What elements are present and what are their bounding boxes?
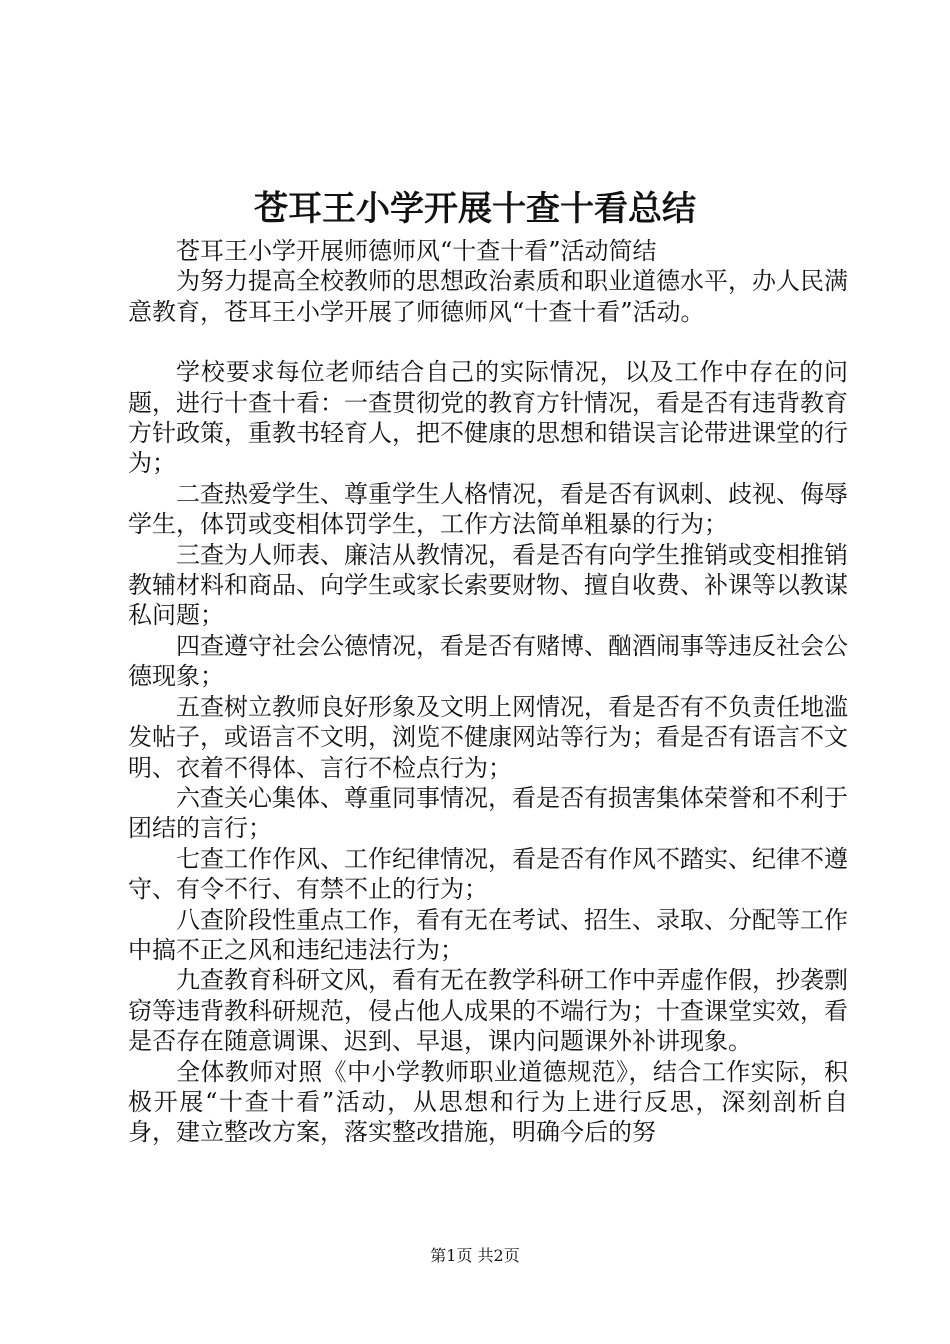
document-title: 苍耳王小学开展十查十看总结 xyxy=(254,189,696,229)
paragraph-intro: 为努力提高全校教师的思想政治素质和职业道德水平，办人民满意教育，苍耳王小学开展了师德师风“十查十看”活动。 xyxy=(128,267,848,326)
paragraph-check-5: 五查树立教师良好形象及文明上网情况，看是否有不负责任地滥发帖子，或语言不文明，浏览不健康网站等行为；看是否有语言不文明、衣着不得体、言行不检点行为； xyxy=(128,692,848,782)
paragraph-check-3: 三查为人师表、廉洁从教情况，看是否有向学生推销或变相推销教辅材料和商品、向学生或家长索要财物、擅自收费、补课等以教谋私问题； xyxy=(128,540,848,630)
paragraph-check-8: 八查阶段性重点工作，看有无在考试、招生、录取、分配等工作中搞不正之风和违纪违法行为； xyxy=(128,905,848,964)
paragraph-subtitle: 苍耳王小学开展师德师风“十查十看”活动简结 xyxy=(176,237,657,265)
paragraph-check-9-10: 九查教育科研文风，看有无在教学科研工作中弄虚作假，抄袭剽窃等违背教科研规范，侵占他人成果的不端行为；十查课堂实效，看是否存在随意调课、迟到、早退，课内问题课外补讲现象。 xyxy=(128,966,848,1056)
paragraph-check-7: 七查工作作风、工作纪律情况，看是否有作风不踏实、纪律不遵守、有令不行、有禁不止的行为； xyxy=(128,844,848,904)
page-number-footer: 第1页 共2页 xyxy=(430,1246,520,1265)
paragraph-conclusion: 全体教师对照《中小学教师职业道德规范》，结合工作实际，积极开展“十查十看”活动，从思想和行为上进行反思，深刻剖析自身，建立整改方案，落实整改措施，明确今后的努 xyxy=(128,1057,848,1147)
paragraph-check-2: 二查热爱学生、尊重学生人格情况，看是否有讽刺、歧视、侮辱学生，体罚或变相体罚学生，工作方法简单粗暴的行为； xyxy=(128,479,848,539)
document-body xyxy=(128,236,848,1148)
paragraph-check-1: 学校要求每位老师结合自己的实际情况，以及工作中存在的问题，进行十查十看：一查贯彻党的教育方针情况，看是否有违背教育方针政策，重教书轻育人，把不健康的思想和错误言论带进课堂的行为； xyxy=(128,358,848,478)
paragraph-check-4: 四查遵守社会公德情况，看是否有赌博、酗酒闹事等违反社会公德现象； xyxy=(128,631,848,691)
paragraph-check-6: 六查关心集体、尊重同事情况，看是否有损害集体荣誉和不利于团结的言行； xyxy=(128,783,848,843)
